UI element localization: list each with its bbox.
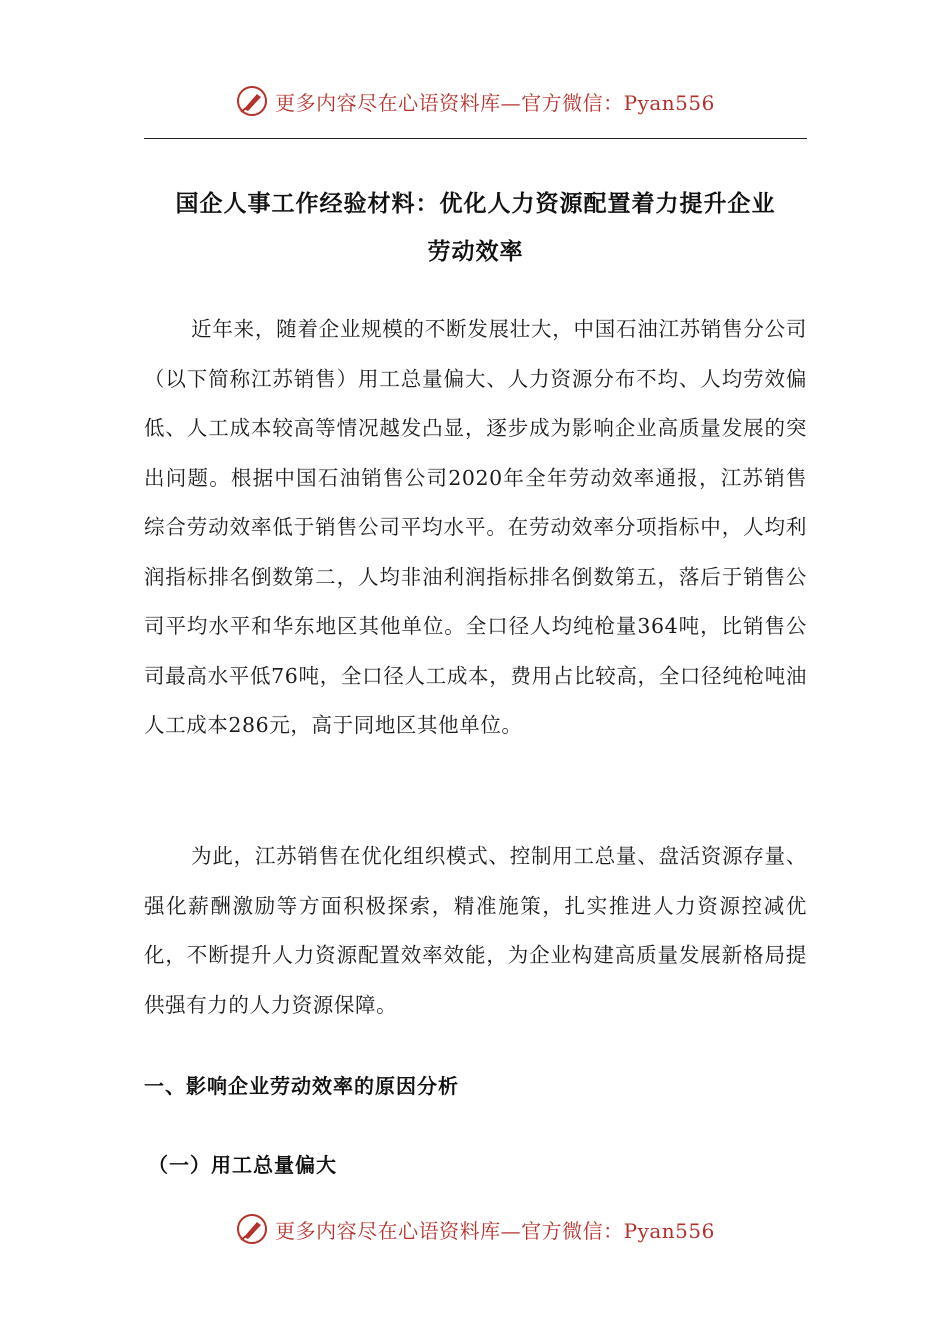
title-line-1: 国企人事工作经验材料：优化人力资源配置着力提升企业 xyxy=(175,191,776,217)
paragraph-2: 为此，江苏销售在优化组织模式、控制用工总量、盘活资源存量、强化薪酬激励等方面积极探索，精准施策，扎实推进人力资源控减优化，不断提升人力资源配置效率效能，为企业构建高质量发展新格局提供强有力的人力资源保障。 xyxy=(144,844,807,1017)
pen-nib-logo-icon xyxy=(235,1212,269,1246)
document-title xyxy=(144,180,807,276)
banner-wechat: 官方微信：Pyan556 xyxy=(521,90,715,115)
section-heading-1: 一、影响企业劳动效率的原因分析 xyxy=(144,1074,459,1098)
banner-wechat: 官方微信：Pyan556 xyxy=(521,1218,715,1243)
banner-text: 更多内容尽在心语资料库—官方微信：Pyan556 xyxy=(275,1218,715,1243)
pen-nib-logo-icon xyxy=(235,84,269,118)
header-banner xyxy=(0,84,950,118)
title-line-2: 劳动效率 xyxy=(427,239,524,265)
banner-text: 更多内容尽在心语资料库—官方微信：Pyan556 xyxy=(275,90,715,115)
footer-banner xyxy=(0,1212,950,1246)
subsection-heading-1: （一）用工总量偏大 xyxy=(148,1153,337,1177)
paragraph-1: 近年来，随着企业规模的不断发展壮大，中国石油江苏销售分公司（以下简称江苏销售）用工总量偏大、人力资源分布不均、人均劳效偏低、人工成本较高等情况越发凸显，逐步成为影响企业高质量发展的突出问题。根据中国石油销售公司2020年全年劳动效率通报，江苏销售综合劳动效率低于销售公司平均水平。在劳动效率分项指标中，人均利润指标排名倒数第二，人均非油利润指标排名倒数第五，落后于销售公司平均水平和华东地区其他单位。全口径人均纯枪量364吨，比销售公司最高水平低76吨，全口径人工成本，费用占比较高，全口径纯枪吨油人工成本286元，高于同地区其他单位。 xyxy=(144,317,807,737)
header-divider xyxy=(144,138,807,139)
